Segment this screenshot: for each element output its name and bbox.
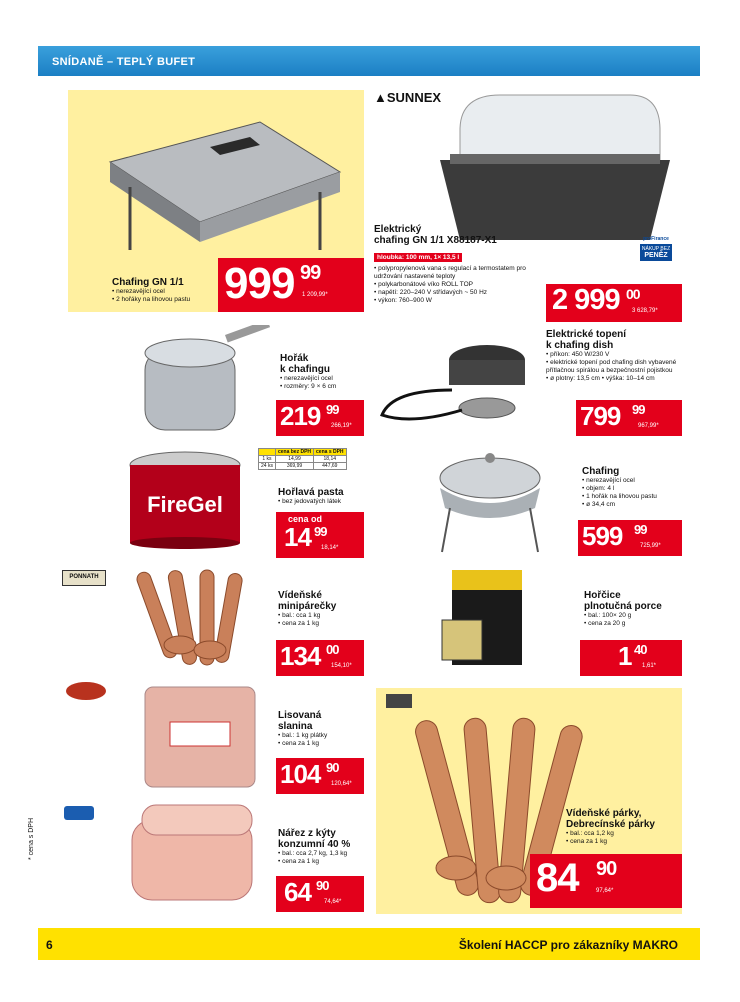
price-vat: 97,64*	[596, 888, 614, 894]
sunnex-logo: ▲SUNNEX	[374, 90, 442, 105]
bullet: • napětí: 220–240 V střídavých ~ 50 Hz	[374, 289, 554, 297]
price-cents: 99	[300, 262, 321, 284]
electric-chafing-info	[374, 224, 554, 305]
price-cents: 99	[326, 402, 339, 417]
product-name-line2: Debrecínské párky	[566, 819, 655, 830]
burner-image	[135, 325, 275, 437]
price-vat: 3 628,79*	[632, 308, 658, 314]
bullet: • 1 hořák na lihovou pastu	[582, 493, 657, 501]
pasta-info	[278, 487, 344, 506]
product-name-line2: k chafing dish	[546, 340, 614, 351]
price-tag	[578, 520, 682, 556]
vat-note: * cena s DPH	[28, 817, 35, 860]
price-tag	[276, 512, 364, 558]
bullet: • rozměry: 9 × 6 cm	[280, 383, 336, 391]
price-tag	[576, 400, 682, 436]
price-vat: 1 209,99*	[302, 292, 328, 298]
product-name: Hořlavá pasta	[278, 487, 344, 498]
price-main: 999	[224, 259, 295, 308]
price-cents: 99	[634, 522, 647, 537]
sausages-image	[130, 565, 260, 675]
bullet: • bal.: cca 1,2 kg	[566, 830, 655, 838]
price-cents: 40	[634, 642, 647, 657]
product-name-line2: konzumní 40 %	[278, 839, 351, 850]
price-main: 2 999	[552, 284, 620, 316]
price-main: 104	[280, 759, 321, 789]
spec-highlight: hloubka: 100 mm, 1× 13,5 l	[374, 253, 462, 262]
price-cents: 90	[326, 760, 339, 775]
bullet: • cena za 1 kg	[278, 620, 336, 628]
bullet: • nerezavějící ocel	[112, 288, 222, 296]
price-main: 84	[536, 856, 579, 900]
price-tag	[276, 758, 364, 794]
price-cents: 99	[632, 402, 645, 417]
mustard-box-image	[432, 565, 532, 670]
price-cents: 90	[596, 858, 617, 880]
bullet: • cena za 1 kg	[278, 740, 327, 748]
product-name-line2: slanina	[278, 721, 313, 732]
ponnath-logo: PONNATH	[62, 570, 106, 586]
price-cents: 90	[316, 878, 329, 893]
price-main: 799	[580, 401, 621, 431]
product-name-line2: chafing GN 1/1 X88187-X1	[374, 235, 497, 246]
price-tag	[580, 640, 682, 676]
penez-badge: proFirance NÁKUP BEZ PENĚZ	[641, 236, 671, 259]
product-name: Vídeňské	[278, 590, 322, 601]
product-name: Chafing GN 1/1	[112, 277, 184, 288]
firegel-can-image	[120, 450, 250, 550]
price-main: 14	[284, 522, 311, 552]
price-tag	[218, 258, 364, 312]
product-name: Lisovaná	[278, 710, 322, 721]
round-chafing-image	[420, 448, 560, 554]
price-vat: 266,19*	[331, 423, 352, 429]
chafing11-info	[112, 277, 222, 304]
slanina-info	[278, 710, 327, 748]
product-name-line2: k chafingu	[280, 364, 331, 375]
aro-logo	[64, 806, 94, 820]
bullet: • bal.: 1 kg plátky	[278, 732, 327, 740]
parecky-info	[278, 590, 336, 628]
product-name: Elektrické topení	[546, 329, 627, 340]
price-tag	[530, 854, 682, 908]
price-vat: 1,61*	[642, 663, 657, 669]
price-tag	[546, 284, 682, 322]
product-name: Hořčice	[584, 590, 621, 601]
bullet: • cena za 1 kg	[566, 838, 655, 846]
bullet: • výkon: 760–900 W	[374, 297, 554, 305]
price-main: 134	[280, 641, 321, 671]
bullet: • bal.: cca 2,7 kg, 1,3 kg	[278, 850, 350, 858]
product-name-line2: minipárečky	[278, 601, 337, 612]
brand-logo	[66, 682, 106, 700]
horcice-info	[584, 590, 662, 628]
bullet: • polykarbonátové víko ROLL TOP	[374, 281, 554, 289]
bullet: • nerezavějící ocel	[280, 375, 336, 383]
price-label: cena od	[288, 514, 323, 524]
electric-heater-image	[372, 330, 552, 430]
product-name: Elektrický	[374, 224, 422, 235]
price-vat: 74,64*	[324, 899, 342, 905]
price-cents: 00	[626, 286, 640, 302]
narez-info	[278, 828, 350, 866]
chafing-info	[582, 466, 657, 509]
price-tag	[276, 640, 364, 676]
bullet: • bal.: cca 1 kg	[278, 612, 336, 620]
bullet: • 2 hořáky na lihovou pastu	[112, 296, 222, 304]
bullet: • cena za 1 kg	[278, 858, 350, 866]
bullet: • nerezavějící ocel	[582, 477, 657, 485]
bacon-image	[140, 682, 260, 792]
price-vat: 18,14*	[321, 545, 339, 551]
page-footer	[38, 928, 700, 960]
bullet: • ø plotny: 13,5 cm • výška: 10–14 cm	[546, 375, 686, 383]
price-main: 64	[284, 877, 311, 907]
price-tag	[276, 400, 364, 436]
bullet: • bez jedovatých látek	[278, 498, 344, 506]
bullet: • bal.: 100× 20 g	[584, 612, 662, 620]
price-main: 599	[582, 521, 623, 551]
product-name: Chafing	[582, 466, 620, 477]
page-number: 6	[46, 938, 53, 952]
topeni-info	[546, 329, 686, 383]
bullet: • elektrické topení pod chafing dish vybavené přítlačnou spirálou a bezpečnostní pojistkou	[546, 359, 686, 375]
bullet: • ø 34,4 cm	[582, 501, 657, 509]
price-cents: 99	[314, 524, 327, 539]
parky-info	[566, 808, 655, 846]
product-name: Vídeňské párky,	[566, 808, 642, 819]
logo-badge	[386, 694, 412, 708]
footer-title: Školení HACCP pro zákazníky MAKRO	[458, 938, 678, 952]
price-vat: 154,10*	[331, 663, 352, 669]
price-vat: 120,64*	[331, 781, 352, 787]
chafing-dish-image	[90, 102, 350, 252]
price-cents: 00	[326, 642, 339, 657]
ham-image	[122, 800, 267, 910]
horak-info	[280, 353, 336, 391]
price-main: 219	[280, 401, 321, 431]
can-label: FireGel	[147, 492, 223, 517]
product-name: Hořák	[280, 353, 309, 364]
bullet: • cena za 20 g	[584, 620, 662, 628]
section-header: SNÍDANĚ – TEPLÝ BUFET	[38, 46, 700, 76]
price-vat: 725,99*	[640, 543, 661, 549]
price-main: 1	[618, 641, 632, 671]
price-table: cena bez DPH cena s DPH 1 ks 14,99 18,14 24 ks 369,99 447,69	[258, 448, 347, 470]
product-name: Nářez z kýty	[278, 828, 336, 839]
price-tag	[276, 876, 364, 912]
bullet: • objem: 4 l	[582, 485, 657, 493]
product-name-line2: plnotučná porce	[584, 601, 662, 612]
bullet: • příkon: 450 W/230 V	[546, 351, 686, 359]
price-vat: 967,99*	[638, 423, 659, 429]
bullet: • polypropylenová vana s regulací a termostatem pro udržování nastavené teploty	[374, 265, 554, 281]
